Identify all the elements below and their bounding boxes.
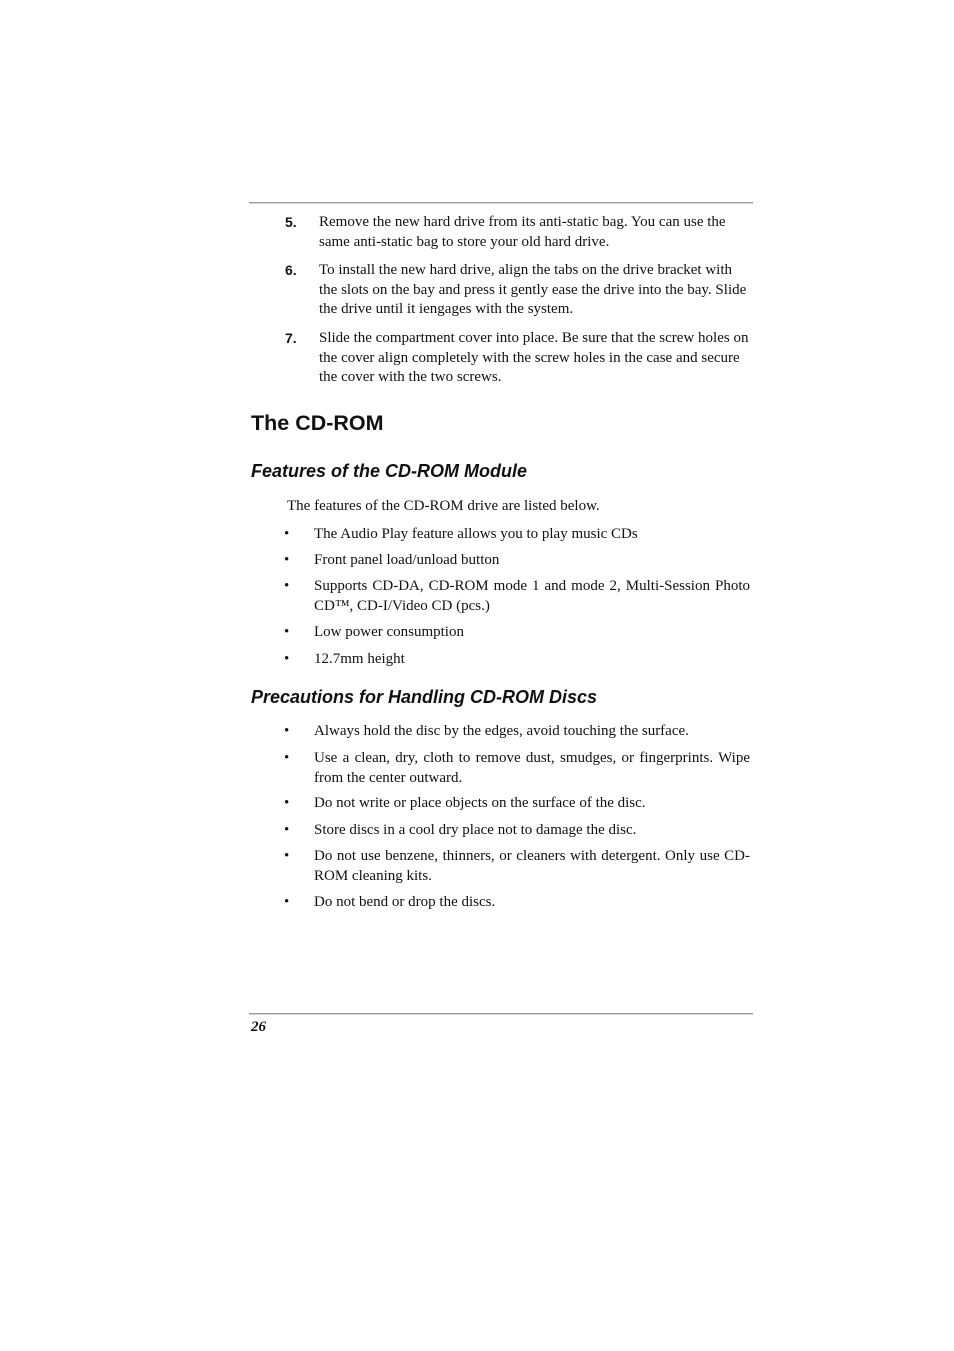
features-heading: Features of the CD-ROM Module [251,461,528,481]
precautions-heading: Precautions for Handling CD-ROM Discs [251,687,598,707]
header-rule [249,202,753,204]
step-text: Remove the new hard drive from its anti-static bag. You can use the same anti-static bag to store your old hard drive. [319,214,726,250]
step-number: 5. [285,214,297,230]
step-text: Slide the compartment cover into place. Be sure that the screw holes on the cover align completely with the screw holes in the case and secure the cover with the two screws. [319,330,749,385]
list-item-text: The Audio Play feature allows you to play music CDs [314,526,638,542]
bullet: • [284,822,290,838]
list-item-text: Always hold the disc by the edges, avoid touching the surface. [314,723,689,739]
step-text: To install the new hard drive, align the tabs on the drive bracket with the slots on the bay and press it gently ease the drive into the bay. Slide the drive until it iengages with the system. [319,262,747,317]
bullet: • [284,578,290,594]
bullet: • [284,526,290,542]
features-intro: The features of the CD-ROM drive are listed below. [287,498,600,514]
footer-rule [249,1013,753,1015]
list-item-text: Front panel load/unload button [314,552,500,568]
page-number: 26 [251,1019,266,1035]
list-item-text: 12.7mm height [314,651,405,667]
list-item-text: Do not use benzene, thinners, or cleaners with detergent. Only use CD-ROM cleaning kits. [314,848,750,884]
list-item-text: Do not bend or drop the discs. [314,894,496,910]
list-item-text: Supports CD-DA, CD-ROM mode 1 and mode 2, Multi-Session Photo CD™, CD-I/Video CD (pcs.) [314,578,750,614]
list-item-text: Use a clean, dry, cloth to remove dust, smudges, or fingerprints. Wipe from the center outward. [314,750,750,786]
list-item-text: Do not write or place objects on the surface of the disc. [314,795,646,811]
bullet: • [284,795,290,811]
bullet: • [284,624,290,640]
bullet: • [284,894,290,910]
section-title: The CD-ROM [251,411,384,435]
bullet: • [284,552,290,568]
step-number: 7. [285,330,297,346]
bullet: • [284,723,290,739]
list-item-text: Store discs in a cool dry place not to damage the disc. [314,822,637,838]
bullet: • [284,848,290,864]
step-number: 6. [285,262,297,278]
bullet: • [284,750,290,766]
list-item-text: Low power consumption [314,624,464,640]
bullet: • [284,651,290,667]
